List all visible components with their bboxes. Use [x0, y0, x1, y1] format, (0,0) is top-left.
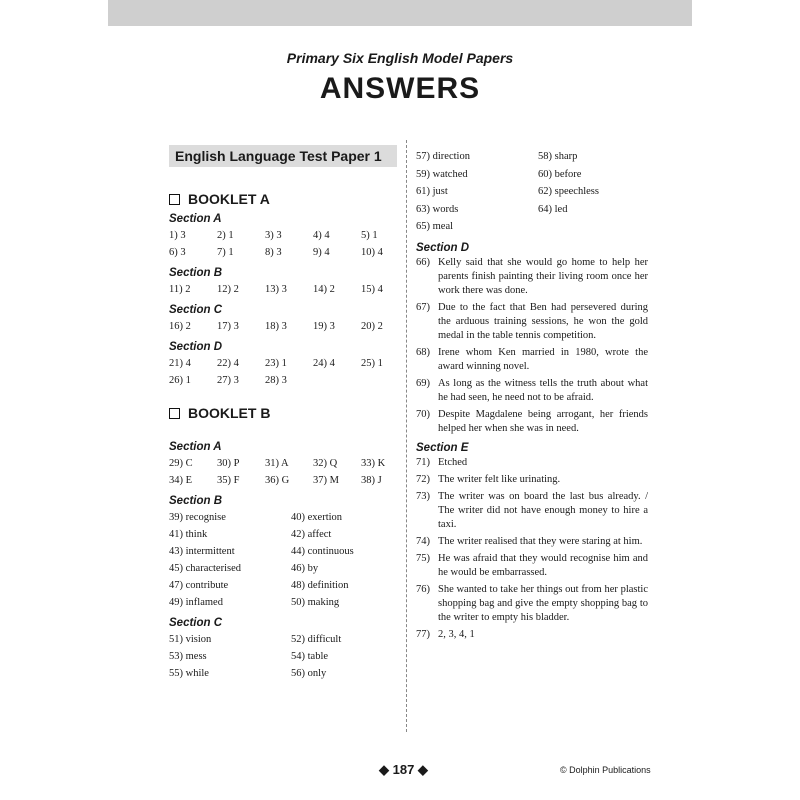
answer-cell: 4) 4	[313, 230, 330, 241]
item-number: 72)	[416, 473, 430, 485]
answer-row	[169, 577, 395, 594]
item-text: The writer felt like urinating.	[438, 473, 561, 485]
answer-cell: 9) 4	[313, 247, 330, 258]
booklet-b-section-c	[169, 617, 395, 682]
section-e-items	[416, 456, 648, 642]
answer-cell: 51) vision	[169, 634, 212, 645]
answer-row	[169, 594, 395, 611]
answer-cell: 3) 3	[265, 230, 282, 241]
answer-item	[416, 456, 648, 470]
booklet-a-heading	[169, 191, 395, 207]
item-number: 76)	[416, 583, 430, 595]
item-number: 71)	[416, 456, 430, 468]
answer-item	[416, 408, 648, 436]
answer-cell: 29) C	[169, 458, 193, 469]
answer-grid	[169, 318, 395, 335]
answer-cell: 1) 3	[169, 230, 186, 241]
answer-cell: 16) 2	[169, 321, 191, 332]
answer-cell: 43) intermittent	[169, 546, 235, 557]
section-label: Section A	[169, 441, 222, 453]
section-label: Section D	[416, 241, 470, 254]
answer-cell	[361, 372, 409, 389]
answer-cell: 55) while	[169, 668, 209, 679]
paper-title: English Language Test Paper 1	[169, 145, 397, 167]
answer-cell: 25) 1	[361, 358, 383, 369]
answer-row	[169, 318, 395, 335]
section-label: Section D	[169, 341, 223, 353]
answer-item	[416, 473, 648, 487]
answer-cell: 8) 3	[265, 247, 282, 258]
answer-row	[169, 560, 395, 577]
answer-cell: 46) by	[291, 563, 319, 574]
answer-cell: 11) 2	[169, 284, 191, 295]
booklet-b-section-b	[169, 495, 395, 611]
booklet-b-title: BOOKLET B	[188, 405, 271, 421]
answer-row	[169, 631, 395, 648]
answer-cell: 2) 1	[217, 230, 234, 241]
answer-cell: 59) watched	[416, 168, 468, 180]
item-number: 77)	[416, 628, 430, 640]
answer-grid	[169, 227, 395, 261]
answer-cell: 15) 4	[361, 284, 383, 295]
page-number: ◆ 187 ◆	[379, 762, 428, 777]
answer-grid	[169, 631, 395, 682]
section-label: Section B	[169, 267, 223, 279]
answer-row	[169, 355, 395, 372]
item-text: Etched	[438, 456, 468, 468]
answer-row	[416, 148, 648, 166]
answer-item	[416, 628, 648, 642]
answer-row	[169, 648, 395, 665]
answer-row	[169, 455, 395, 472]
top-gray-bar	[108, 0, 692, 26]
answer-row	[169, 543, 395, 560]
answer-grid	[169, 509, 395, 611]
item-text: She wanted to take her things out from her plastic shopping bag and give the empty shopping bag to the writer to empty his bladder.	[438, 583, 648, 623]
answer-item	[416, 583, 648, 625]
answer-item	[416, 256, 648, 298]
answer-cell: 63) words	[416, 203, 459, 215]
answer-cell: 32) Q	[313, 458, 338, 469]
book-subtitle: Primary Six English Model Papers	[286, 50, 514, 66]
item-text: Irene whom Ken married in 1980, wrote the award winning novel.	[438, 346, 648, 372]
answer-cell: 38) J	[361, 475, 382, 486]
answer-cell: 6) 3	[169, 247, 186, 258]
answer-cell: 20) 2	[361, 321, 383, 332]
item-text: Due to the fact that Ben had persevered during the arduous training sessions, he won the gold medal in the table tennis competition.	[438, 301, 648, 341]
copyright: © Dolphin Publications	[560, 765, 651, 775]
answer-item	[416, 535, 648, 549]
answer-cell: 41) think	[169, 529, 208, 540]
answer-item	[416, 552, 648, 580]
answer-cell: 47) contribute	[169, 580, 229, 591]
item-number: 75)	[416, 552, 430, 564]
answer-item	[416, 490, 648, 532]
answer-cell: 56) only	[291, 668, 327, 679]
answer-cell: 37) M	[313, 475, 339, 486]
booklet-a-title: BOOKLET A	[188, 191, 270, 207]
right-column	[416, 148, 648, 645]
answer-cell: 5) 1	[361, 230, 378, 241]
answer-grid	[169, 355, 395, 389]
answer-cell: 49) inflamed	[169, 597, 223, 608]
answer-cell	[538, 218, 660, 236]
answer-cell: 30) P	[217, 458, 240, 469]
continued-answers	[416, 148, 648, 236]
answer-row	[169, 244, 395, 261]
answer-cell: 40) exertion	[291, 512, 343, 523]
answer-row	[416, 183, 648, 201]
item-number: 70)	[416, 408, 430, 420]
answer-cell: 19) 3	[313, 321, 335, 332]
answer-cell: 44) continuous	[291, 546, 354, 557]
answer-cell: 22) 4	[217, 358, 239, 369]
answer-cell: 17) 3	[217, 321, 239, 332]
answer-row	[169, 665, 395, 682]
answer-cell: 64) led	[538, 203, 568, 215]
item-text: The writer was on board the last bus already. / The writer did not have enough money to hire a taxi.	[438, 490, 648, 530]
page-title: ANSWERS	[319, 72, 481, 105]
item-number: 69)	[416, 377, 430, 389]
answer-cell	[313, 372, 361, 389]
answer-item	[416, 377, 648, 405]
booklet-b-heading	[169, 405, 395, 421]
answer-row	[169, 227, 395, 244]
item-text: 2, 3, 4, 1	[438, 628, 475, 640]
answer-row	[169, 526, 395, 543]
answer-cell: 24) 4	[313, 358, 335, 369]
answer-grid	[169, 281, 395, 298]
section-label: Section C	[169, 617, 223, 629]
item-number: 74)	[416, 535, 430, 547]
section-label: Section B	[169, 495, 223, 507]
answer-cell: 34) E	[169, 475, 193, 486]
answer-cell: 10) 4	[361, 247, 383, 258]
answer-cell: 54) table	[291, 651, 329, 662]
booklet-a-section	[169, 304, 395, 335]
section-d	[416, 242, 648, 436]
item-text: Kelly said that she would go home to help her parents finish painting their living room once her work there was done.	[438, 256, 648, 296]
answer-cell: 13) 3	[265, 284, 287, 295]
answer-cell: 45) characterised	[169, 563, 241, 574]
item-number: 67)	[416, 301, 430, 313]
item-text: The writer realised that they were staring at him.	[438, 535, 643, 547]
answer-row	[169, 509, 395, 526]
answer-cell: 53) mess	[169, 651, 207, 662]
answer-row	[416, 201, 648, 219]
answer-cell: 50) making	[291, 597, 340, 608]
answer-cell: 61) just	[416, 186, 448, 197]
answer-cell: 58) sharp	[538, 151, 578, 162]
answer-cell: 14) 2	[313, 284, 335, 295]
item-number: 66)	[416, 256, 430, 268]
item-text: Despite Magdalene being arrogant, her friends helped her when she was in need.	[438, 408, 648, 434]
answer-grid	[169, 455, 395, 489]
answer-cell: 42) affect	[291, 529, 332, 540]
answer-row	[169, 472, 395, 489]
answer-cell: 18) 3	[265, 321, 287, 332]
booklet-a-sections	[169, 213, 395, 389]
section-label: Section C	[169, 304, 223, 316]
answer-cell: 27) 3	[217, 375, 239, 386]
answer-cell: 23) 1	[265, 358, 287, 369]
item-text: He was afraid that they would recognise him and he would be embarrassed.	[438, 552, 648, 578]
answer-cell: 12) 2	[217, 284, 239, 295]
answer-row	[416, 166, 648, 184]
answer-cell: 62) speechless	[538, 186, 599, 197]
item-text: As long as the witness tells the truth about what he had seen, he need not to be afraid.	[438, 377, 648, 403]
section-label: Section A	[169, 213, 222, 225]
answer-cell: 33) K	[361, 458, 386, 469]
answer-cell: 21) 4	[169, 358, 191, 369]
section-d-items	[416, 256, 648, 436]
left-column	[169, 145, 395, 682]
answer-cell: 52) difficult	[291, 634, 342, 645]
answer-cell: 60) before	[538, 168, 582, 180]
answer-row	[169, 372, 395, 389]
booklet-a-section	[169, 267, 395, 298]
answer-cell: 26) 1	[169, 375, 191, 386]
answer-cell: 7) 1	[217, 247, 234, 258]
answer-row	[169, 281, 395, 298]
answer-cell: 57) direction	[416, 151, 470, 162]
booklet-b-section-a	[169, 441, 395, 489]
answer-cell: 65) meal	[416, 221, 454, 232]
answer-cell: 35) F	[217, 475, 240, 486]
checkbox-icon	[169, 194, 180, 205]
booklet-a-section	[169, 213, 395, 261]
answer-cell: 28) 3	[265, 375, 287, 386]
answer-cell: 48) definition	[291, 580, 349, 591]
answer-row	[416, 218, 648, 236]
answer-item	[416, 346, 648, 374]
checkbox-icon	[169, 408, 180, 419]
booklet-a-section	[169, 341, 395, 389]
answer-cell: 31) A	[265, 458, 289, 469]
answer-cell: 39) recognise	[169, 512, 226, 523]
section-e	[416, 442, 648, 642]
section-label: Section E	[416, 441, 469, 454]
answer-cell: 36) G	[265, 475, 290, 486]
item-number: 73)	[416, 490, 430, 502]
answer-item	[416, 301, 648, 343]
item-number: 68)	[416, 346, 430, 358]
